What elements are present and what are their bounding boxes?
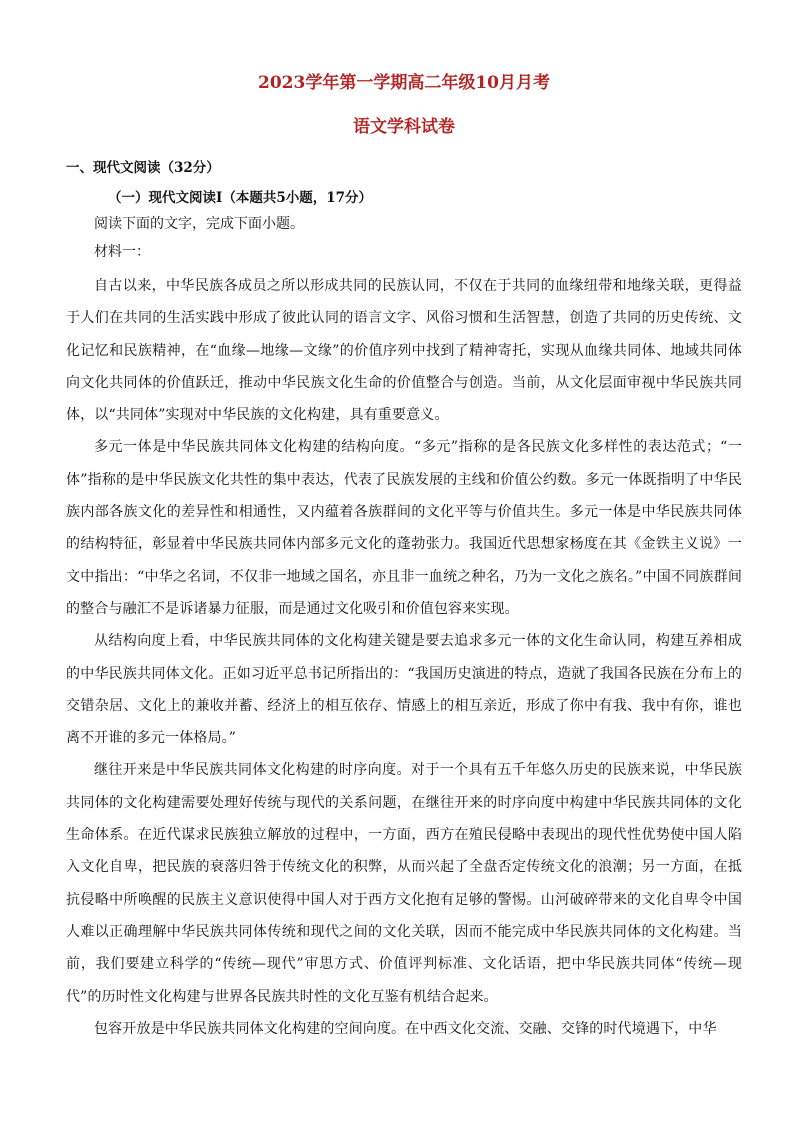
sub-section-heading: （一）现代文阅读I（本题共5小题，17分） [108,190,372,206]
material-label: 材料一： [94,244,150,260]
paragraph-1: 自古以来，中华民族各成员之所以形成共同的民族认同，不仅在于共同的血缘纽带和地缘关联，更得益于人们在共同的生活实践中形成了彼此认同的语言文字、风俗习惯和生活智慧，创造了共同的历史传统、文化记忆和民族精神，在“血缘—地缘—文缘”的价值序列中找到了精神寄托，实现从血缘共同体、地域共同体向文化共同体的价值跃迁，推动中华民族文化生命的价值整合与创造。当前，从文化层面审视中华民族共同体，以“共同体”实现对中华民族的文化构建，具有重要意义。 [66,278,742,424]
paragraph-4: 继往开来是中华民族共同体文化构建的时序向度。对于一个具有五千年悠久历史的民族来说，中华民族共同体的文化构建需要处理好传统与现代的关系问题，在继往开来的时序向度中构建中华民族共同体的文化生命体系。在近代谋求民族独立解放的过程中，一方面，西方在殖民侵略中表现出的现代性优势使中国人陷入文化自卑，把民族的衰落归咎于传统文化的积弊，从而兴起了全盘否定传统文化的浪潮；另一方面，在抵抗侵略中所唤醒的民族主义意识使得中国人对于西方文化抱有足够的警惕。山河破碎带来的文化自卑令中国人难以正确理解中华民族共同体传统和现代之间的文化关联，因而不能完成中华民族共同体的文化构建。当前，我们要建立科学的“传统—现代”审思方式、价值评判标准、文化话语，把中华民族共同体“传统—现代”的历时性文化构建与世界各民族共时性的文化互鉴有机结合起来。 [66,762,742,1005]
reading-instruction: 阅读下面的文字，完成下面小题。 [94,216,304,232]
exam-subtitle: 语文学科试卷 [353,117,455,137]
exam-title: 2023学年第一学期高二年级10月月考 [258,73,550,93]
paragraph-2: 多元一体是中华民族共同体文化构建的结构向度。“多元”指称的是各民族文化多样性的表达范式；“一体”指称的是中华民族文化共性的集中表达，代表了民族发展的主线和价值公约数。多元一体既指明了中华民族内部各族文化的差异性和相通性，又内蕴着各族群间的文化平等与价值共生。多元一体是中华民族共同体的结构特征，彰显着中华民族共同体内部多元文化的蓬勃张力。我国近代思想家杨度在其《金铁主义说》一文中指出：“中华之名词，不仅非一地域之国名，亦且非一血统之种名，乃为一文化之族名。”中国不同族群间的整合与融汇不是诉诸暴力征服，而是通过文化吸引和价值包容来实现。 [66,439,742,617]
paragraph-5: 包容开放是中华民族共同体文化构建的空间向度。在中西文化交流、交融、交锋的时代境遇下，中华 [94,1020,717,1037]
section-heading: 一、现代文阅读（32分） [66,160,220,176]
paragraph-3: 从结构向度上看，中华民族共同体的文化构建关键是要去追求多元一体的文化生命认同，构建互养相成的中华民族共同体文化。正如习近平总书记所指出的：“我国历史演进的特点，造就了我国各民族在分布上的交错杂居、文化上的兼收并蓄、经济上的相互依存、情感上的相互亲近，形成了你中有我、我中有你，谁也离不开谁的多元一体格局。” [66,633,742,747]
